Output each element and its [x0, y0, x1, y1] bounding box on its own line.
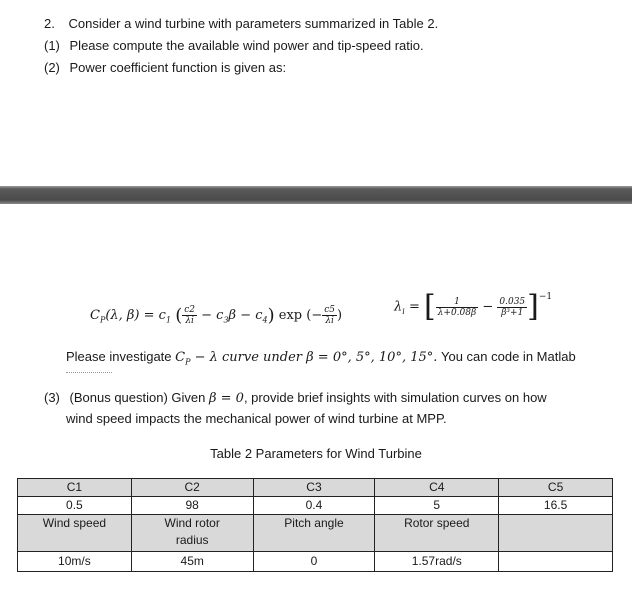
cp-subscript: P: [99, 315, 106, 325]
investigate-instruction: [66, 349, 576, 367]
table-cell: C2: [131, 479, 253, 497]
instruction-text: Please investigate: [66, 349, 176, 364]
fraction-numerator: c5: [324, 305, 335, 315]
minus-sign: −: [478, 299, 498, 315]
question-number: 2.: [44, 16, 55, 31]
lambda-symbol: λ: [394, 299, 403, 315]
fraction-numerator: 1: [436, 297, 479, 308]
fraction-denominator: λ+0.08β: [437, 307, 477, 318]
cell-line: radius: [175, 533, 209, 547]
cell-line: Wind rotor: [164, 516, 220, 530]
table-cell: 0.5: [18, 497, 132, 515]
table-cell: [375, 515, 499, 552]
lambda-i-equation: $\lambda_i$ = [ $\frac{1}{\lambda+0.08\beta}$ − $\frac{0.035}{\text{β³+1}}$ ]$^{-1}$: [394, 289, 553, 324]
subquestion-number: (1): [44, 38, 60, 53]
table-cell: 10m/s: [18, 552, 132, 572]
cell-line: Pitch angle: [284, 516, 344, 530]
subquestion-text: wind speed impacts the mechanical power of wind turbine at MPP.: [66, 411, 447, 426]
table-cell: 16.5: [499, 497, 613, 515]
table-cell: C1: [18, 479, 132, 497]
table-cell: 5: [375, 497, 499, 515]
subquestion-text: Please compute the available wind power and tip-speed ratio.: [69, 38, 424, 53]
c3-subscript: 3: [223, 315, 229, 325]
exp-function: exp (−: [274, 308, 323, 323]
subquestion-text: , provide brief insights with simulation curves on how: [243, 390, 547, 405]
table-cell: [18, 515, 132, 552]
subquestion-number: (2): [44, 60, 60, 75]
subquestion-text: Power coefficient function is given as:: [69, 60, 287, 75]
table-row: [18, 552, 613, 572]
c1-subscript: 1: [165, 315, 172, 325]
table-cell: 98: [131, 497, 253, 515]
subquestion-text: (Bonus question) Given: [69, 390, 209, 405]
equals-sign: =: [404, 299, 424, 315]
page-divider: [0, 186, 632, 204]
fraction-denominator: β³+1: [501, 307, 524, 318]
table-cell: 0.4: [253, 497, 375, 515]
table-cell: C5: [499, 479, 613, 497]
cp-term: − c: [197, 308, 224, 323]
subquestion-2: [44, 60, 286, 75]
cp-symbol: C: [175, 350, 186, 365]
cp-args: (λ, β) = c: [105, 308, 166, 323]
curve-text: − λ curve under: [190, 350, 307, 365]
subquestion-1: [44, 38, 424, 53]
matlab-note: You can code in Matlab: [437, 349, 576, 364]
table-cell: 45m: [131, 552, 253, 572]
exponent: −1: [538, 292, 553, 302]
fraction-numerator: 0.035: [499, 296, 526, 307]
table-cell: 0: [253, 552, 375, 572]
c2-over-lambda-fraction: [182, 305, 197, 326]
fraction-denominator: λi: [325, 316, 334, 326]
fraction-numerator: c2: [184, 305, 195, 315]
table-cell: [131, 515, 253, 552]
question-text: Consider a wind turbine with parameters summarized in Table 2.: [68, 16, 439, 31]
table-cell: C3: [253, 479, 375, 497]
table-cell: C4: [375, 479, 499, 497]
beta-values: β = 0°, 5°, 10°, 15°.: [306, 350, 438, 365]
cell-line: Wind speed: [42, 516, 107, 530]
table-row: [18, 497, 613, 515]
lambda-fraction-2: [497, 297, 527, 318]
table-cell: [499, 515, 613, 552]
lambda-subscript: i: [402, 307, 405, 317]
table-row: [18, 515, 613, 552]
table-cell: 1.57rad/s: [375, 552, 499, 572]
cp-term: β − c: [228, 308, 263, 323]
table-cell: [499, 552, 613, 572]
cp-subscript: P: [185, 357, 191, 367]
parameters-table: [17, 478, 613, 572]
subquestion-3-continued: [66, 411, 447, 426]
c5-over-lambda-fraction: [322, 305, 337, 326]
beta-value: β = 0: [208, 391, 244, 406]
subquestion-number: (3): [44, 390, 60, 405]
cp-symbol: C: [90, 308, 100, 323]
dotted-underline: [66, 372, 112, 373]
fraction-denominator: λi: [185, 316, 194, 326]
cell-line: Rotor speed: [404, 516, 470, 530]
cp-equation: $C_P(\lambda$, $\beta) = c_1$ ( $\frac{c2}{\lambda i}$ − $c_3\beta - c_4$) exp (− $\frac{c5}{\lambda i}$ ): [90, 305, 343, 326]
table-cell: [253, 515, 375, 552]
table-row: [18, 479, 613, 497]
question-2: [44, 16, 438, 31]
table-caption: Table 2 Parameters for Wind Turbine: [210, 446, 422, 461]
subquestion-3: [44, 390, 547, 406]
c4-subscript: 4: [262, 315, 268, 325]
lambda-fraction-1: [436, 297, 479, 318]
